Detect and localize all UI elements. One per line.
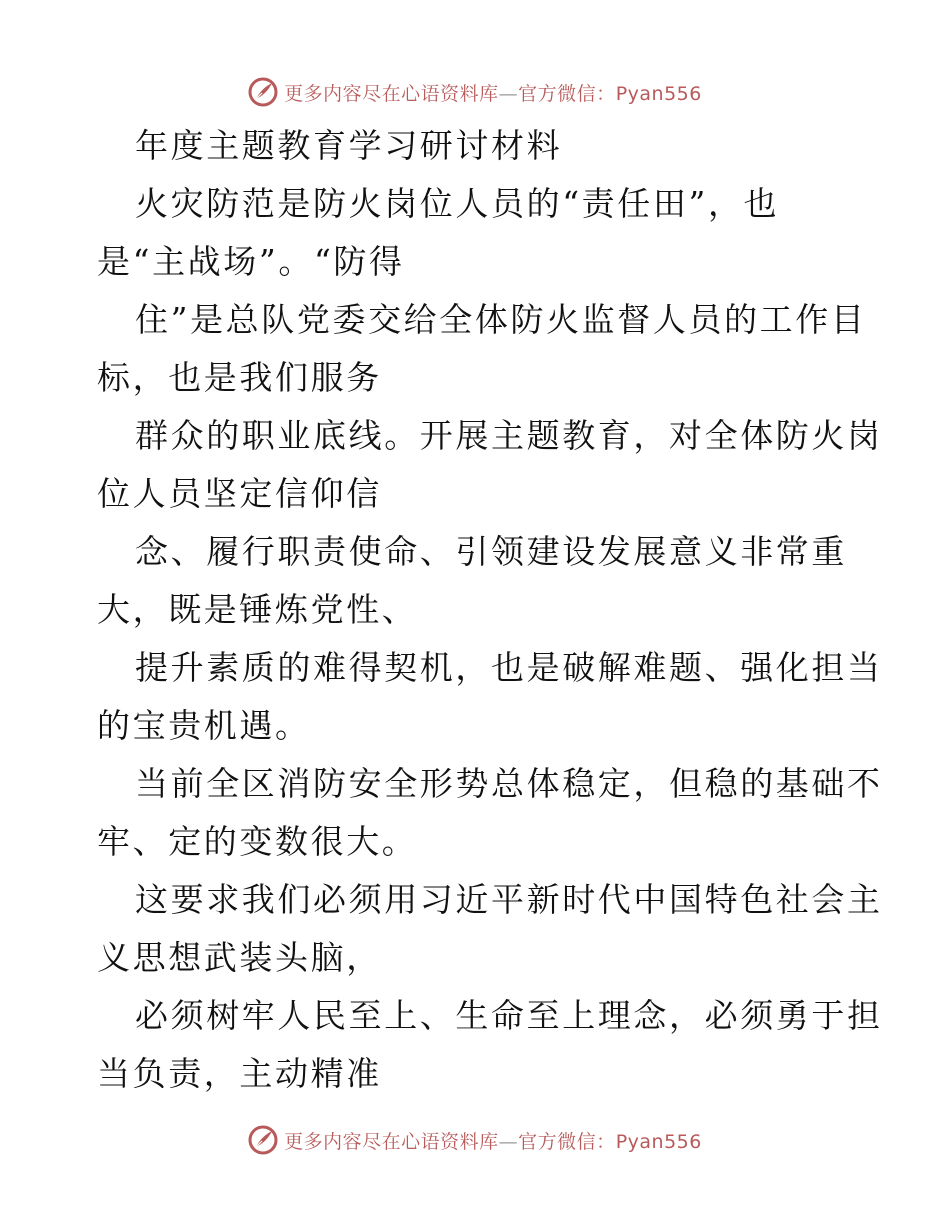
text-line: 住”是总队党委交给全体防火监督人员的工作目 — [135, 300, 867, 339]
document-title: 年度主题教育学习研讨材料 — [135, 126, 563, 165]
text-line: 群众的职业底线。开展主题教育，对全体防火岗 — [135, 416, 883, 455]
text-line: 这要求我们必须用习近平新时代中国特色社会主 — [135, 880, 883, 919]
feather-logo-icon — [248, 1125, 278, 1155]
watermark-text: 更多内容尽在心语资料库—官方微信：Pyan556 — [284, 82, 702, 105]
text-line: 念、履行职责使命、引领建设发展意义非常重 — [135, 532, 847, 571]
text-line: 是“主战场”。“防得 — [97, 242, 405, 281]
text-line: 当前全区消防安全形势总体稳定，但稳的基础不 — [135, 764, 883, 803]
text-line: 位人员坚定信仰信 — [97, 474, 382, 513]
text-line: 牢、定的变数很大。 — [97, 822, 418, 861]
text-line: 当负责，主动精准 — [97, 1054, 382, 1093]
text-line: 标，也是我们服务 — [97, 358, 382, 397]
text-line: 的宝贵机遇。 — [97, 706, 311, 745]
text-line: 大，既是锤炼党性、 — [97, 590, 418, 629]
text-line: 义思想武装头脑， — [97, 938, 382, 977]
text-line: 火灾防范是防火岗位人员的“责任田”，也 — [135, 184, 780, 223]
footer-watermark — [0, 1120, 950, 1160]
text-line: 提升素质的难得契机，也是破解难题、强化担当 — [135, 648, 883, 687]
text-line: 必须树牢人民至上、生命至上理念，必须勇于担 — [135, 996, 883, 1035]
watermark-text: 更多内容尽在心语资料库—官方微信：Pyan556 — [284, 1130, 702, 1153]
